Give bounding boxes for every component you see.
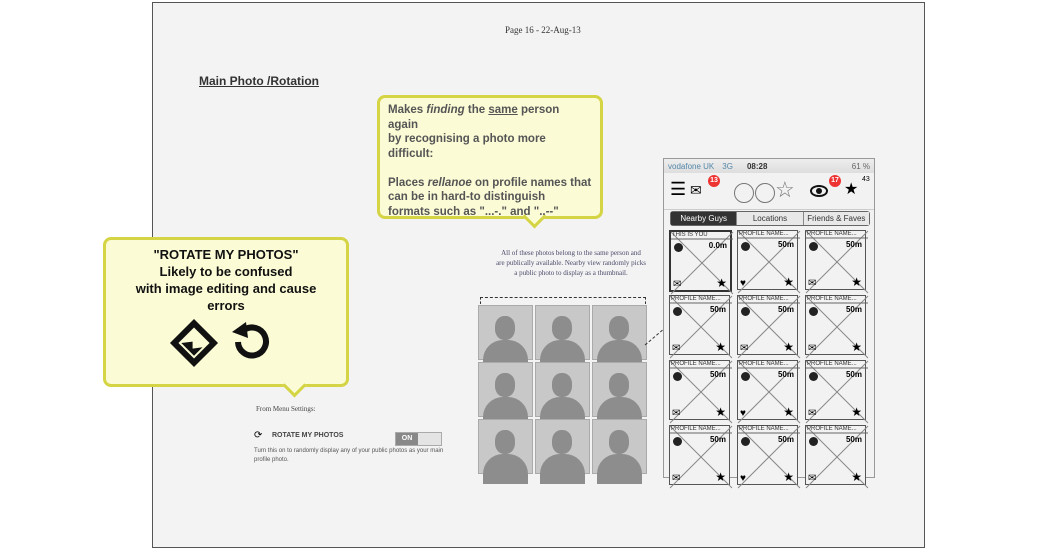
mail-icon: ✉ xyxy=(808,343,817,354)
photos-bracket xyxy=(480,297,646,304)
faves-star-icon[interactable]: ★ xyxy=(844,181,859,198)
star-outline-icon[interactable]: ☆ xyxy=(775,177,795,202)
distance: 50m xyxy=(777,240,794,249)
online-dot-icon xyxy=(741,242,750,251)
mail-icon: ✉ xyxy=(672,408,681,419)
profile-name: PROFILE NAME... xyxy=(671,296,721,302)
faves-count: 43 xyxy=(862,176,870,183)
profile-name: PROFILE NAME... xyxy=(807,361,857,367)
mail-icon: ✉ xyxy=(672,343,681,354)
profile-photo xyxy=(592,305,647,360)
online-dot-icon xyxy=(741,307,750,316)
mail-icon: ✉ xyxy=(808,473,817,484)
distance: 50m xyxy=(845,240,862,249)
online-dot-icon xyxy=(673,307,682,316)
menu-settings-label: From Menu Settings: xyxy=(256,405,316,413)
star-icon: ★ xyxy=(783,340,794,354)
callout-rotate-photos: "ROTATE MY PHOTOS" Likely to be confused with image editing and cause errors xyxy=(103,237,349,387)
profile-tile[interactable] xyxy=(737,295,798,355)
profile-name: PROFILE NAME... xyxy=(671,426,721,432)
profile-photo xyxy=(535,419,590,474)
photo-circle-icon[interactable] xyxy=(755,183,775,203)
profile-tile[interactable] xyxy=(669,360,730,420)
star-icon: ★ xyxy=(783,405,794,419)
phone-mockup xyxy=(663,158,875,484)
tab-nearby-guys[interactable]: Nearby Guys xyxy=(671,212,736,225)
distance: 50m xyxy=(777,370,794,379)
profile-photo xyxy=(592,419,647,474)
mail-icon: ✉ xyxy=(808,278,817,289)
rotate-photos-toggle[interactable] xyxy=(395,432,442,446)
profile-photo xyxy=(535,362,590,417)
online-dot-icon xyxy=(809,242,818,251)
status-bar xyxy=(664,159,874,173)
star-icon: ★ xyxy=(851,275,862,289)
star-icon: ★ xyxy=(851,405,862,419)
distance: 50m xyxy=(709,305,726,314)
distance: 50m xyxy=(777,435,794,444)
views-eye-icon[interactable] xyxy=(810,185,828,197)
star-icon: ★ xyxy=(715,340,726,354)
toggle-on-label: ON xyxy=(396,433,418,445)
distance: 50m xyxy=(777,305,794,314)
mail-icon: ✉ xyxy=(673,279,682,290)
profile-tile[interactable] xyxy=(805,230,866,290)
online-dot-icon xyxy=(673,372,682,381)
star-icon: ★ xyxy=(783,470,794,484)
distance: 50m xyxy=(845,305,862,314)
mail-icon: ✉ xyxy=(740,343,749,354)
profile-tile[interactable] xyxy=(669,425,730,485)
profile-name: PROFILE NAME... xyxy=(739,231,789,237)
distance: 50m xyxy=(709,370,726,379)
online-dot-icon xyxy=(809,307,818,316)
network: 3G xyxy=(722,161,733,171)
profile-name: PROFILE NAME... xyxy=(739,361,789,367)
tab-friends-faves[interactable]: Friends & Faves xyxy=(803,212,869,225)
star-icon: ★ xyxy=(851,340,862,354)
online-dot-icon xyxy=(809,372,818,381)
star-icon: ★ xyxy=(716,276,727,290)
profile-tile[interactable] xyxy=(805,360,866,420)
battery: 61 % xyxy=(851,161,870,171)
online-dot-icon xyxy=(741,437,750,446)
profile-name: PROFILE NAME... xyxy=(807,426,857,432)
online-dot-icon xyxy=(673,437,682,446)
rotate-icon: ⟳ xyxy=(254,430,263,441)
online-dot-icon xyxy=(809,437,818,446)
heart-icon: ♥ xyxy=(740,473,746,484)
profile-photo xyxy=(592,362,647,417)
messages-badge: 13 xyxy=(708,175,720,187)
profile-photo xyxy=(478,362,533,417)
mail-icon: ✉ xyxy=(808,408,817,419)
profile-name: THIS IS YOU xyxy=(672,232,708,238)
distance: 0.0m xyxy=(708,241,727,250)
profile-tile[interactable] xyxy=(805,425,866,485)
tab-locations[interactable]: Locations xyxy=(736,212,802,225)
profile-tile[interactable] xyxy=(737,425,798,485)
profile-tile[interactable] xyxy=(669,295,730,355)
profile-tile[interactable] xyxy=(737,360,798,420)
star-icon: ★ xyxy=(715,470,726,484)
callout-finding-same-person: Makes finding the same person again by recognising a photo more difficult: Places rellanoe on profile names that can be in hard-to distinguish formats such as "...-." and "..--" xyxy=(377,95,603,219)
rotate-photos-label: ROTATE MY PHOTOS xyxy=(272,432,344,439)
profile-tile[interactable] xyxy=(669,230,732,292)
time: 08:28 xyxy=(746,161,768,171)
distance: 50m xyxy=(845,370,862,379)
profile-tile[interactable] xyxy=(805,295,866,355)
photo-circle-icon[interactable] xyxy=(734,183,754,203)
messages-icon[interactable]: ✉ xyxy=(690,182,702,198)
photos-note: All of these photos belong to the same person and are publically available. Nearby view randomly picks a public photo to display as a thumbnail. xyxy=(496,249,646,277)
heart-icon: ♥ xyxy=(740,408,746,419)
page-title: Main Photo /Rotation xyxy=(199,74,319,88)
profile-name: PROFILE NAME... xyxy=(739,426,789,432)
distance: 50m xyxy=(709,435,726,444)
star-icon: ★ xyxy=(851,470,862,484)
star-icon: ★ xyxy=(715,405,726,419)
rotate-photos-description: Turn this on to randomly display any of your public photos as your main profile photo. xyxy=(254,448,444,463)
profile-name: PROFILE NAME... xyxy=(671,361,721,367)
profile-photo xyxy=(535,305,590,360)
profile-photo xyxy=(478,419,533,474)
star-icon: ★ xyxy=(783,275,794,289)
menu-icon[interactable]: ☰ xyxy=(670,179,687,199)
profile-name: PROFILE NAME... xyxy=(739,296,789,302)
online-dot-icon xyxy=(674,243,683,252)
distance: 50m xyxy=(845,435,862,444)
online-dot-icon xyxy=(741,372,750,381)
profile-tile[interactable] xyxy=(737,230,798,290)
mail-icon: ✉ xyxy=(672,473,681,484)
image-edit-and-rotate-icons xyxy=(166,318,286,368)
page-number: Page 16 - 22-Aug-13 xyxy=(505,25,581,35)
profile-name: PROFILE NAME... xyxy=(807,296,857,302)
views-badge: 17 xyxy=(829,175,841,187)
tab-bar xyxy=(670,211,870,226)
carrier: vodafone UK xyxy=(668,161,715,171)
profile-name: PROFILE NAME... xyxy=(807,231,857,237)
profile-photo xyxy=(478,305,533,360)
heart-icon: ♥ xyxy=(740,278,746,289)
